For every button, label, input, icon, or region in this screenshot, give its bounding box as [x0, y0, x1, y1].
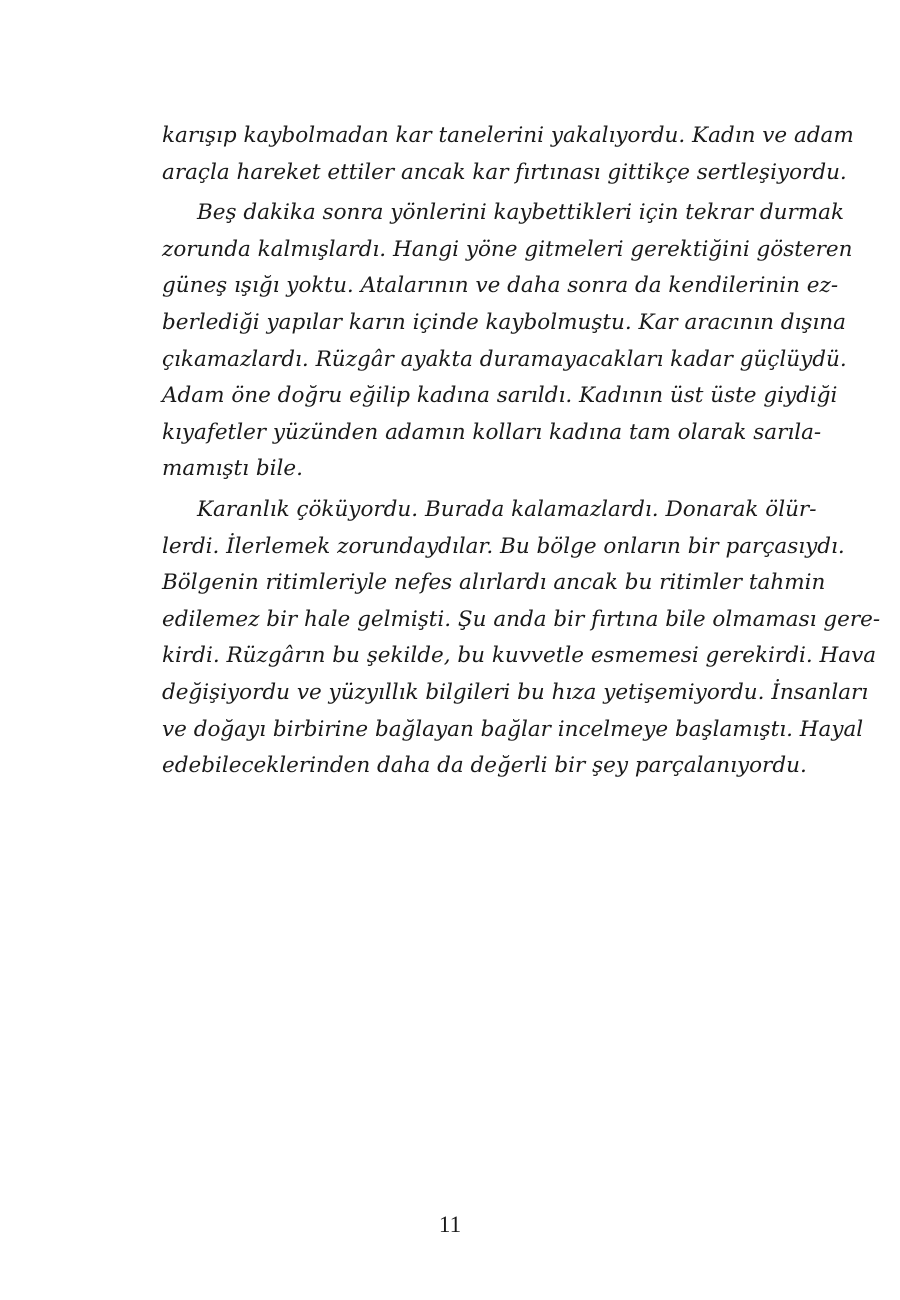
- text-line: Beş dakika sonra yönlerini kaybettikleri için tekrar durmak: [197, 200, 845, 226]
- paragraph-2: [162, 195, 853, 488]
- text-line: edilemez bir hale gelmişti. Şu anda bir fırtına bile olmaması gere-: [162, 606, 881, 632]
- text-line: zorunda kalmışlardı. Hangi yöne gitmeleri gerektiğini gösteren: [162, 236, 853, 262]
- body-text: [162, 118, 881, 785]
- text-line: edebileceklerinden daha da değerli bir şey parçalanıyordu.: [162, 753, 807, 779]
- text-line: Adam öne doğru eğilip kadına sarıldı. Kadının üst üste giydiği: [162, 383, 838, 409]
- text-line: araçla hareket ettiler ancak kar fırtınası gittikçe sertleşiyordu.: [162, 159, 847, 185]
- text-line: karışıp kaybolmadan kar tanelerini yakalıyordu. Kadın ve adam: [162, 123, 854, 148]
- text-line: güneş ışığı yoktu. Atalarının ve daha sonra da kendilerinin ez-: [162, 273, 839, 299]
- page-number: 11: [438, 1212, 462, 1237]
- text-line: kıyafetler yüzünden adamın kolları kadına tam olarak sarıla-: [162, 419, 822, 445]
- text-line: berlediği yapılar karın içinde kaybolmuştu. Kar aracının dışına: [162, 309, 846, 335]
- paragraph-1: [162, 118, 854, 191]
- text-line: kirdi. Rüzgârın bu şekilde, bu kuvvetle esmemesi gerekirdi. Hava: [162, 643, 877, 669]
- text-line: değişiyordu ve yüzyıllık bilgileri bu hıza yetişemiyordu. İnsanları: [162, 679, 869, 705]
- text-line: çıkamazlardı. Rüzgâr ayakta duramayacakları kadar güçlüydü.: [162, 346, 847, 372]
- text-line: ve doğayı birbirine bağlayan bağlar incelmeye başlamıştı. Hayal: [162, 716, 864, 742]
- text-line: Karanlık çöküyordu. Burada kalamazlardı. Donarak ölür-: [197, 496, 817, 522]
- text-line: Bölgenin ritimleriyle nefes alırlardı ancak bu ritimler tahmin: [162, 570, 826, 596]
- text-line: lerdi. İlerlemek zorundaydılar. Bu bölge onların bir parçasıydı.: [162, 533, 845, 559]
- text-line: mamıştı bile.: [162, 456, 303, 482]
- paragraph-3: [162, 492, 881, 785]
